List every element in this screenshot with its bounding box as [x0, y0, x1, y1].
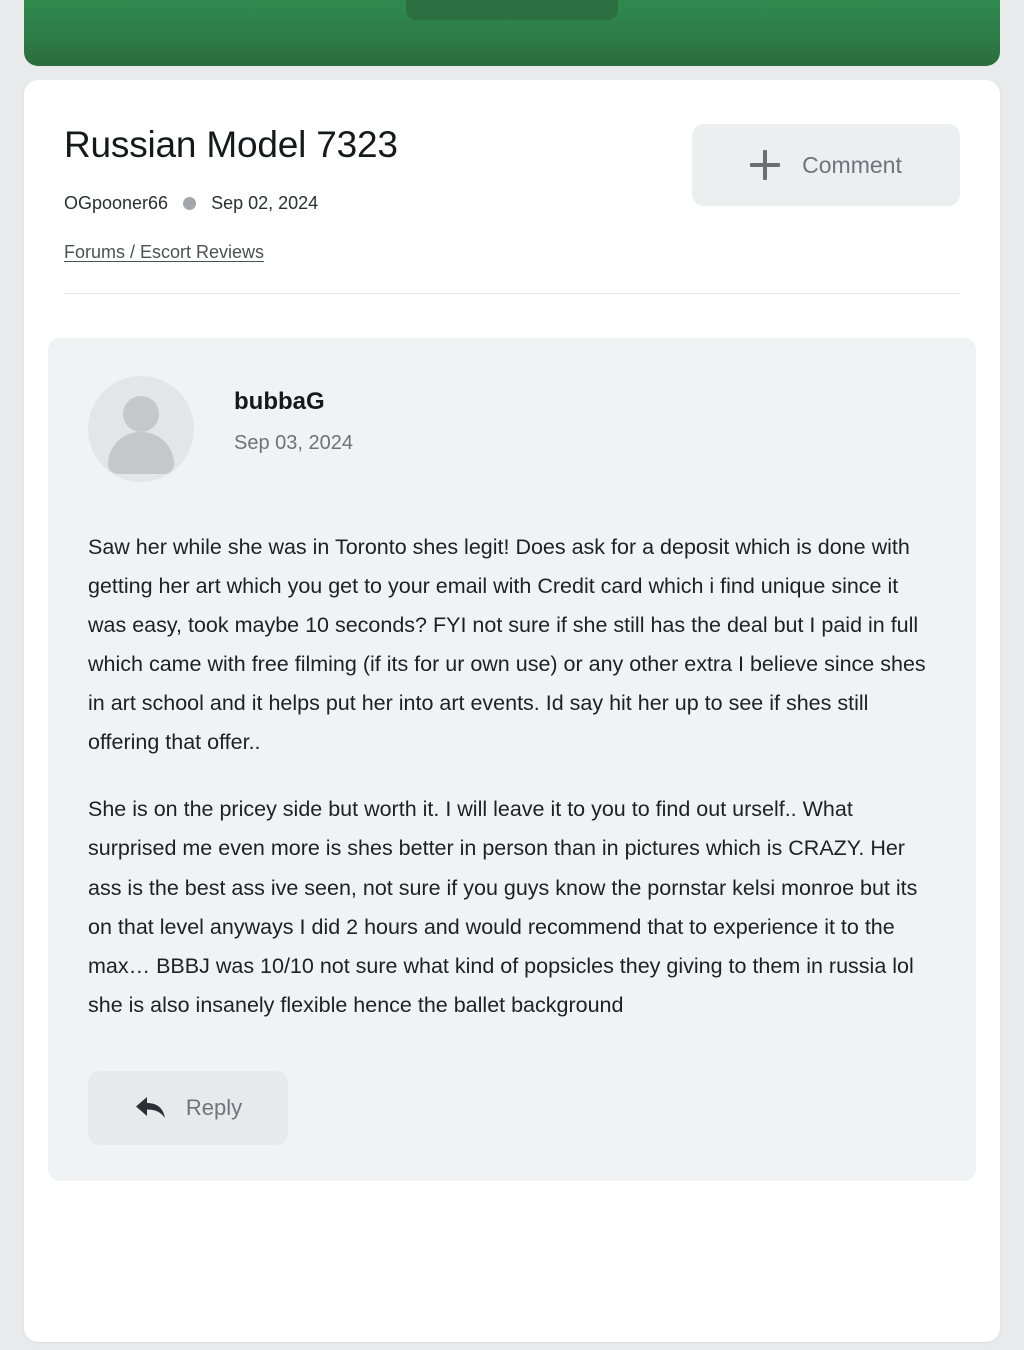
post-header	[88, 376, 936, 482]
post-author-block	[234, 376, 353, 455]
avatar-body-icon	[108, 432, 174, 474]
thread-card	[24, 80, 1000, 1342]
reply-button[interactable]	[88, 1071, 288, 1145]
separator-dot-icon	[183, 197, 196, 210]
post-author: bubbaG	[234, 387, 325, 415]
top-header-band	[24, 0, 1000, 66]
page-title: Russian Model 7323	[64, 124, 398, 165]
header-divider	[64, 293, 960, 294]
reply-button-label: Reply	[185, 1095, 243, 1121]
avatar-head-icon	[123, 396, 159, 432]
thread-author: OGpooner66	[64, 192, 169, 213]
thread-date: Sep 02, 2024	[211, 192, 319, 213]
reply-arrow-icon	[134, 1094, 168, 1122]
post-date: Sep 03, 2024	[234, 431, 353, 454]
thread-header	[24, 80, 1000, 294]
breadcrumb[interactable]: Forums / Escort Reviews	[64, 241, 265, 262]
post-paragraph: She is on the pricey side but worth it. I will leave it to you to find out urself.. What surprised me even more is shes better in person than in pictures which is CRAZY. Her ass is the best ass ive seen, not sure if you guys know the pornstar kelsi monroe but its on that level anyways I did 2 hours and would recommend that to experience it to the max… BBBJ was 10/10 not sure what kind of popsicles they giving to them in russia lol she is also insanely flexible hence the ballet background	[88, 797, 918, 1017]
post-body	[88, 528, 936, 1026]
plus-icon	[750, 150, 780, 180]
header-notch	[406, 0, 618, 20]
post-paragraph: Saw her while she was in Toronto shes legit! Does ask for a deposit which is done with getting her art which you get to your email with Credit card which i find unique since it was easy, took maybe 10 seconds? FYI not sure if she still has the deal but I paid in full which came with free filming (if its for ur own use) or any other extra I believe since shes in art school and it helps put her into art events. Id say hit her up to see if shes still offering that offer..	[88, 534, 926, 755]
avatar	[88, 376, 194, 482]
post-item	[48, 338, 976, 1182]
comment-button-label: Comment	[802, 151, 902, 178]
comment-button[interactable]	[692, 124, 960, 206]
